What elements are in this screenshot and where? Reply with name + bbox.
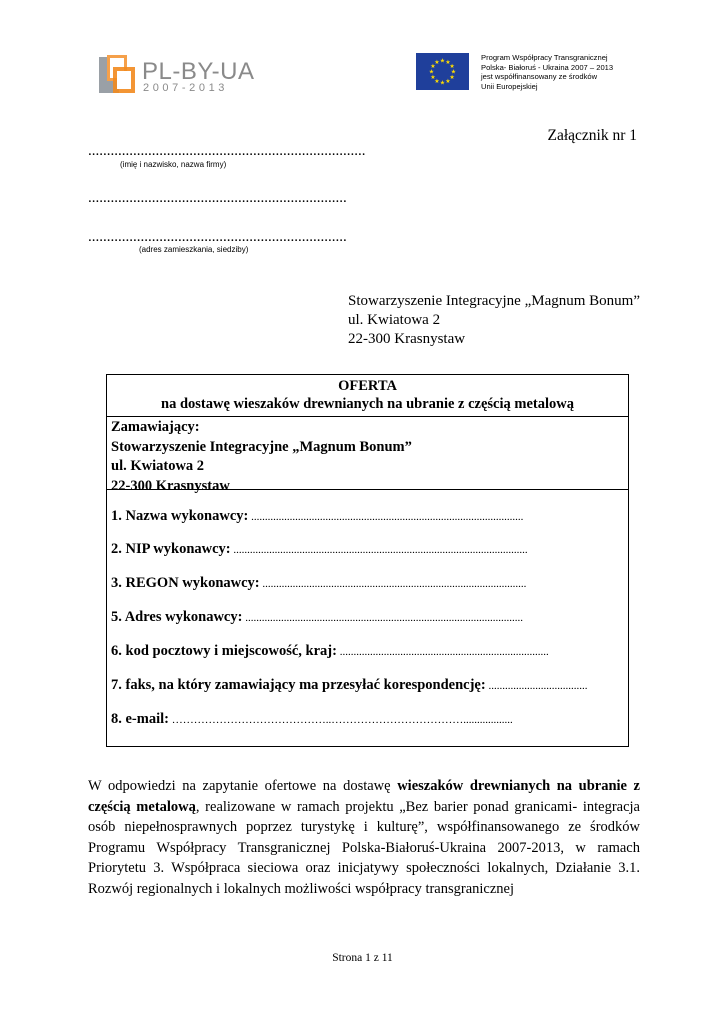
- field-label: 1. Nazwa wykonawcy:: [111, 508, 249, 524]
- page-number: Strona 1 z 11: [332, 952, 393, 964]
- eu-star-icon: ★: [445, 79, 451, 86]
- field-label: 2. NIP wykonawcy:: [111, 541, 231, 557]
- field-regon[interactable]: [111, 575, 623, 592]
- field-blank[interactable]: ............................................................................: [336, 646, 549, 658]
- recipient-street: ul. Kwiatowa 2: [348, 312, 441, 328]
- field-nip[interactable]: [111, 541, 623, 558]
- buyer-city: 22-300 Krasnystaw: [111, 477, 230, 494]
- field-blank[interactable]: ...........................................................................................................: [230, 544, 528, 556]
- eu-star-icon: ★: [434, 79, 440, 86]
- eu-program-note: [481, 53, 613, 91]
- sender-line-2: .....................................................................: [88, 190, 347, 206]
- eu-star-icon: ★: [439, 80, 446, 87]
- field-label: 5. Adres wykonawcy:: [111, 609, 243, 625]
- logo-text: PL-BY-UA: [142, 58, 255, 85]
- eu-star-icon: ★: [430, 75, 436, 81]
- eu-note-line: Program Współpracy Transgranicznej: [481, 53, 608, 62]
- buyer-street: ul. Kwiatowa 2: [111, 458, 205, 474]
- field-address[interactable]: [111, 609, 623, 626]
- eu-star-icon: ★: [450, 69, 457, 76]
- paragraph-bold: wieszaków drewnianych na ubranie z częścią metalową: [88, 778, 640, 815]
- field-blank[interactable]: ...................................................................................................: [248, 511, 524, 523]
- offer-subtitle: na dostawę wieszaków drewnianych na ubranie z częścią metalową: [161, 396, 574, 412]
- field-email[interactable]: [111, 711, 623, 728]
- offer-title: OFERTA: [338, 378, 397, 394]
- eu-star-icon: ★: [428, 69, 435, 76]
- paragraph-rest: , realizowane w ramach projektu „Bez barier ponad granicami- integracja osób niepełnosprawnych poprzez turystykę i kulturę”, współfinansowanego ze środków Programu Współpracy Transgranicznej Polska-Białoruś-Ukraina 2007-2013, w ramach Priorytetu 3. Współpraca sieciowa oraz inicjatywy społeczności lokalnych, Działanie 3.1. Rozwój regionalnych i lokalnych możliwości współpracy transgranicznej: [88, 798, 640, 897]
- recipient-name: Stowarzyszenie Integracyjne „Magnum Bonum”: [348, 293, 640, 309]
- recipient-city: 22-300 Krasnystaw: [348, 331, 466, 347]
- eu-star-icon: ★: [445, 59, 451, 66]
- eu-note-line: jest współfinansowany ze środków: [481, 72, 598, 82]
- field-label: 6. kod pocztowy i miejscowość, kraj:: [111, 643, 337, 659]
- eu-star-icon: ★: [434, 59, 440, 66]
- eu-star-icon: ★: [449, 64, 455, 70]
- eu-note-line: Unii Europejskiej: [481, 81, 538, 91]
- field-blank[interactable]: ....................................: [485, 680, 588, 692]
- sender-name-note: (imię i nazwisko, nazwa firmy): [120, 160, 227, 169]
- field-blank[interactable]: ……………………………………..………………………………..................: [168, 714, 513, 726]
- eu-star-icon: ★: [430, 64, 436, 70]
- field-fax[interactable]: [111, 677, 623, 694]
- logo-years: 2007-2013: [143, 82, 229, 94]
- buyer-block: [111, 418, 412, 496]
- paragraph-intro: W odpowiedzi na zapytanie ofertowe na dostawę: [88, 778, 398, 794]
- pl-by-ua-logo-icon: [99, 55, 135, 95]
- field-blank[interactable]: .....................................................................................................: [242, 612, 523, 624]
- field-label: 3. REGON wykonawcy:: [111, 575, 260, 591]
- buyer-heading: Zamawiający:: [111, 419, 200, 435]
- sender-address-note: (adres zamieszkania, siedziby): [139, 245, 249, 254]
- field-contractor-name[interactable]: [111, 508, 623, 525]
- attachment-label: Załącznik nr 1: [547, 127, 637, 144]
- offer-divider: [107, 489, 628, 490]
- sender-address-line: .....................................................................: [88, 229, 347, 245]
- field-postal-city-country[interactable]: [111, 643, 623, 660]
- eu-star-icon: ★: [449, 75, 455, 81]
- field-label: 7. faks, na który zamawiający ma przesyłać korespondencję:: [111, 677, 486, 693]
- eu-note-line: Polska- Białoruś - Ukraina 2007 – 2013: [481, 62, 614, 72]
- body-paragraph: [88, 776, 640, 899]
- field-blank[interactable]: ................................................................................................: [259, 578, 527, 590]
- field-label: 8. e-mail:: [111, 711, 169, 727]
- eu-star-icon: ★: [439, 58, 446, 65]
- sender-name-line: ..........................................................................: [88, 143, 366, 159]
- eu-flag-icon: [416, 53, 469, 90]
- offer-divider: [107, 416, 628, 417]
- buyer-name: Stowarzyszenie Integracyjne „Magnum Bonum”: [111, 438, 412, 455]
- offer-form: [106, 374, 629, 747]
